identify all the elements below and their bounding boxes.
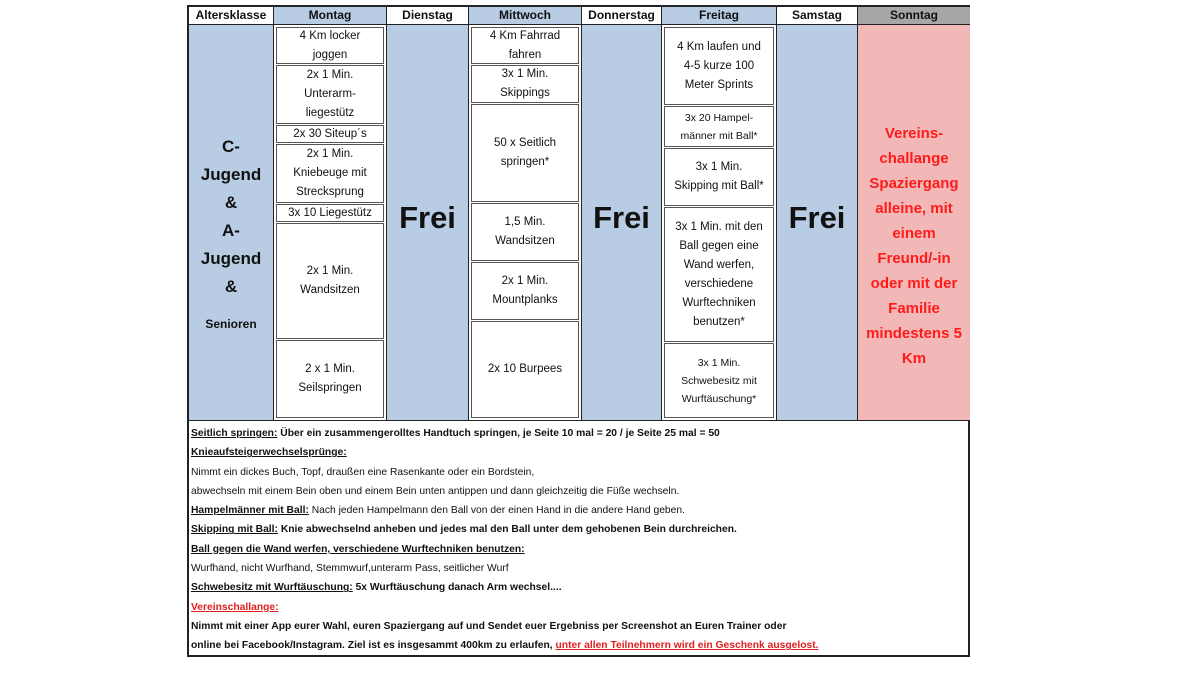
note-knie-label: Knieaufsteigerwechselsprünge: xyxy=(191,447,347,459)
header-samstag: Samstag xyxy=(777,7,858,25)
note-skipping: Skipping mit Ball: Knie abwechselnd anheben und jedes mal den Ball unter dem gehobenen Bein durchreichen. xyxy=(191,524,737,536)
note-verein-line: online bei Facebook/Instagram. Ziel ist es insgesammt 400km zu erlaufen, unter allen Teilnehmern wird ein Geschenk ausgelost. xyxy=(191,640,819,652)
sonntag-column xyxy=(858,25,970,420)
montag-exercise: 3x 10 Liegestütz xyxy=(276,204,384,222)
note-verein-line: Nimmt mit einer App eurer Wahl, euren Spaziergang auf und Sendet euer Ergebniss per Screenshot an Euren Trainer oder xyxy=(191,620,787,632)
mittwoch-exercise: 1,5 Min. Wandsitzen xyxy=(471,203,579,261)
note-seitlich: Seitlich springen: Über ein zusammengerolltes Handtuch springen, je Seite 10 mal = 20 / je Seite 25 mal = 50 xyxy=(191,428,720,439)
freitag-column xyxy=(662,25,777,420)
header-sonntag: Sonntag xyxy=(858,7,970,25)
freitag-exercise: 3x 1 Min. Schwebesitz mit Wurftäuschung* xyxy=(664,343,774,418)
note-knie-line: abwechseln mit einem Bein oben und einem Bein unten antippen und dann gleichzeitig die Füße wechseln. xyxy=(191,485,680,497)
donnerstag-frei: Frei xyxy=(593,200,650,235)
mittwoch-column xyxy=(469,25,582,420)
header-dienstag: Dienstag xyxy=(387,7,469,25)
samstag-frei: Frei xyxy=(788,200,846,235)
note-wand-label: Ball gegen die Wand werfen, verschiedene Wurftechniken benutzen: xyxy=(191,543,525,555)
sonntag-challenge: Vereins- challange Spaziergang alleine, mit einem Freund/-in oder mit der Familie mindestens 5 Km xyxy=(866,125,962,367)
notes-section xyxy=(189,420,968,655)
samstag-column xyxy=(777,25,858,420)
dienstag-frei: Frei xyxy=(399,200,456,235)
note-verein-label: Vereinschallange: xyxy=(191,601,279,613)
header-mittwoch: Mittwoch xyxy=(469,7,582,25)
freitag-exercise: 3x 1 Min. mit den Ball gegen eine Wand werfen, verschiedene Wurftechniken benutzen* xyxy=(664,207,774,342)
header-altersklasse: Altersklasse xyxy=(189,7,274,25)
freitag-exercise: 3x 20 Hampel- männer mit Ball* xyxy=(664,106,774,147)
note-hampel: Hampelmänner mit Ball: Nach jeden Hampelmann den Ball von der einen Hand in die andere Hand geben. xyxy=(191,505,685,517)
header-montag: Montag xyxy=(274,7,387,25)
note-schwebe: Schwebesitz mit Wurftäuschung: 5x Wurftäuschung danach Arm wechsel.... xyxy=(191,582,562,594)
mittwoch-exercise: 4 Km Fahrrad fahren xyxy=(471,27,579,64)
montag-exercise: 4 Km locker joggen xyxy=(276,27,384,64)
donnerstag-column xyxy=(582,25,662,420)
mittwoch-exercise: 2x 1 Min. Mountplanks xyxy=(471,262,579,320)
note-verein-prize: unter allen Teilnehmern wird ein Geschenk ausgelost. xyxy=(555,640,819,652)
mittwoch-exercise: 50 x Seitlich springen* xyxy=(471,104,579,202)
montag-exercise: 2x 1 Min. Unterarm- liegestütz xyxy=(276,65,384,124)
age-group-label: C- Jugend & A- Jugend & xyxy=(200,137,262,296)
age-group-column xyxy=(189,25,274,420)
header-freitag: Freitag xyxy=(662,7,777,25)
freitag-exercise: 4 Km laufen und 4-5 kurze 100 Meter Sprints xyxy=(664,27,774,105)
dienstag-column xyxy=(387,25,469,420)
header-donnerstag: Donnerstag xyxy=(582,7,662,25)
note-knie-line: Nimmt ein dickes Buch, Topf, draußen eine Rasenkante oder ein Bordstein, xyxy=(191,466,535,478)
age-group-seniors: Senioren xyxy=(205,317,257,331)
mittwoch-exercise: 3x 1 Min. Skippings xyxy=(471,65,579,103)
montag-column xyxy=(274,25,387,420)
montag-exercise: 2x 1 Min. Wandsitzen xyxy=(276,223,384,339)
note-wand-text: Wurfhand, nicht Wurfhand, Stemmwurf,unterarm Pass, seitlicher Wurf xyxy=(191,563,509,575)
montag-exercise: 2 x 1 Min. Seilspringen xyxy=(276,340,384,418)
training-plan-table xyxy=(187,5,970,657)
mittwoch-exercise: 2x 10 Burpees xyxy=(471,321,579,418)
montag-exercise: 2x 1 Min. Kniebeuge mit Strecksprung xyxy=(276,144,384,203)
montag-exercise: 2x 30 Siteup´s xyxy=(276,125,384,143)
freitag-exercise: 3x 1 Min. Skipping mit Ball* xyxy=(664,148,774,206)
